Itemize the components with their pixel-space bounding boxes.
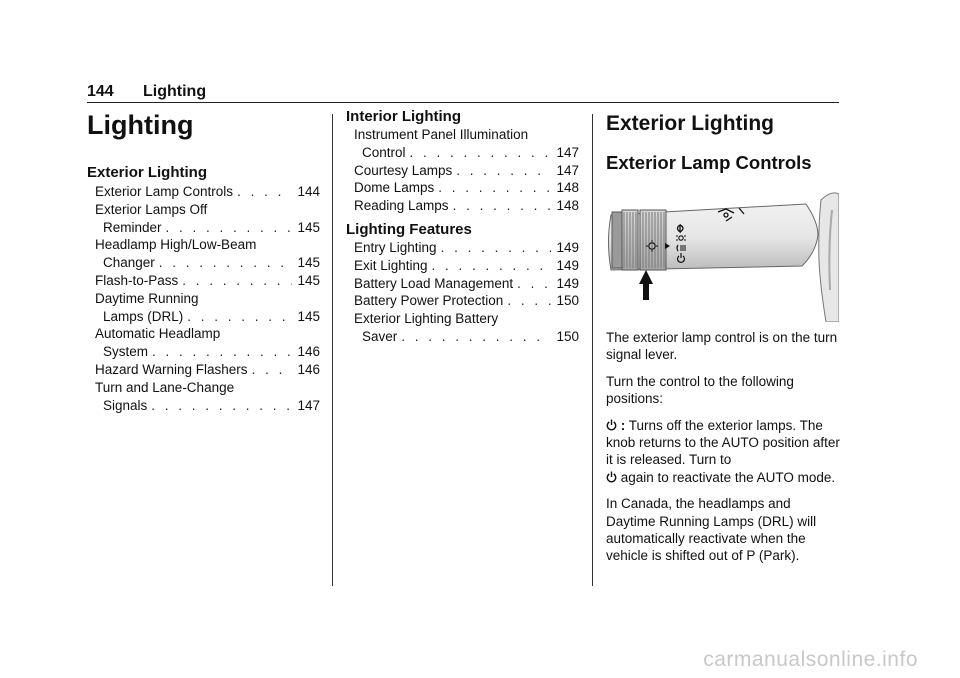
toc-entry-text: Instrument Panel Illumination — [354, 127, 529, 142]
toc-entry-text: Exterior Lamp Controls — [95, 184, 234, 199]
toc-entry-text: Battery Power Protection — [354, 293, 504, 309]
toc-entry-row — [354, 197, 579, 215]
up-arrow-icon — [639, 270, 653, 300]
toc-entry-text: Reminder — [103, 219, 162, 235]
toc-entry-text: Lamps (DRL) — [103, 308, 184, 324]
off-description: Turns off the exterior lamps. The knob returns to the AUTO position after it is released. Turn to — [606, 417, 840, 468]
toc-entry-instrument-panel-illumination-control[interactable] — [346, 126, 579, 162]
toc-left-list — [87, 183, 320, 414]
toc-entry-dome-lamps[interactable] — [346, 179, 579, 197]
toc-entry-row — [87, 397, 320, 415]
toc-page-number: 149 — [556, 257, 579, 273]
content-body — [606, 329, 840, 565]
toc-section-exterior-lighting: Exterior Lighting — [87, 164, 207, 181]
toc-entry-row — [354, 239, 579, 257]
toc-entry-exterior-lamp-controls[interactable] — [87, 183, 320, 201]
toc-page-number: 145 — [297, 308, 320, 324]
toc-entry-row — [354, 275, 579, 293]
toc-entry-battery-load-management[interactable] — [346, 275, 579, 293]
toc-page-number: 149 — [556, 275, 579, 291]
toc-left-column — [87, 108, 320, 414]
toc-entry-row — [95, 361, 320, 379]
toc-entry-text: Flash-to-Pass — [95, 272, 179, 288]
toc-section-lighting-features: Lighting Features — [346, 220, 472, 238]
dot-leader — [517, 275, 551, 293]
paragraph-canada-drl: In Canada, the headlamps and Daytime Running Lamps (DRL) will automatically reactivate when the vehicle is shifted out of P (Park). — [606, 496, 817, 564]
paragraph-turn-control: Turn the control to the following positions: — [606, 373, 794, 407]
lever-knob-right — [640, 210, 666, 270]
toc-entry-battery-power-protection[interactable] — [346, 292, 579, 310]
toc-entry-text: Control — [362, 144, 406, 160]
content-column — [606, 108, 839, 176]
toc-entry-row — [87, 308, 320, 326]
toc-entry-headlamp-high-low-beam-changer[interactable] — [87, 236, 320, 272]
toc-entry-row — [346, 328, 579, 346]
toc-page-number: 147 — [556, 144, 579, 160]
dot-leader — [456, 162, 551, 180]
toc-entry-text: System — [103, 344, 149, 360]
toc-section-interior-lighting: Interior Lighting — [346, 108, 461, 125]
toc-entry-hazard-warning-flashers[interactable] — [87, 361, 320, 379]
paragraph-off-position — [606, 417, 840, 487]
toc-entry-courtesy-lamps[interactable] — [346, 162, 579, 180]
toc-entry-text: Reading Lamps — [354, 198, 449, 214]
dot-leader — [401, 328, 551, 346]
toc-entry-text: Headlamp High/Low-Beam — [95, 237, 257, 253]
dot-leader — [252, 361, 293, 379]
toc-entry-text: Exterior Lamps Off — [95, 201, 208, 217]
toc-entry-row — [354, 162, 579, 180]
toc-entry-text: Battery Load Management — [354, 275, 514, 291]
dot-leader — [166, 219, 293, 237]
toc-page-number: 150 — [556, 293, 579, 309]
paragraph-lever-location: The exterior lamp control is on the turn signal lever. — [606, 330, 838, 363]
toc-page-number: 144 — [297, 184, 320, 199]
toc-entry-daytime-running-lamps-drl[interactable] — [87, 290, 320, 326]
toc-entry-row — [95, 272, 320, 290]
section-title: Exterior Lighting — [606, 112, 774, 135]
toc-entry-text: Courtesy Lamps — [354, 162, 453, 178]
toc-middle-column — [346, 108, 579, 346]
toc-entry-flash-to-pass[interactable] — [87, 272, 320, 290]
column-divider-right — [592, 114, 593, 586]
toc-page-number: 150 — [556, 328, 579, 344]
dot-leader — [410, 144, 552, 162]
toc-entry-row — [354, 179, 579, 197]
toc-entry-text: Entry Lighting — [354, 239, 437, 255]
toc-page-number: 145 — [297, 272, 320, 288]
toc-entry-exterior-lamps-off-reminder[interactable] — [87, 201, 320, 237]
lever-end-cap — [612, 212, 622, 268]
header-rule — [87, 102, 839, 103]
subsection-title: Exterior Lamp Controls — [606, 152, 812, 173]
toc-page-number: 148 — [556, 198, 579, 214]
toc-entry-row — [87, 254, 320, 272]
column-divider-left — [332, 114, 333, 586]
toc-entry-text: Saver — [362, 328, 398, 344]
toc-page-number: 148 — [556, 180, 579, 196]
dot-leader — [432, 257, 552, 275]
lamp-control-lever-figure — [606, 190, 839, 322]
toc-page-number: 147 — [297, 397, 320, 413]
dot-leader — [237, 183, 292, 201]
item-separator: : — [620, 417, 626, 433]
dot-leader — [159, 254, 293, 272]
toc-entry-text: Turn and Lane-Change — [95, 379, 235, 395]
toc-entry-text: Changer — [103, 255, 155, 271]
toc-page-number: 145 — [297, 219, 320, 235]
toc-entry-row — [87, 219, 320, 237]
dot-leader — [187, 308, 292, 326]
toc-entry-turn-and-lane-change-signals[interactable] — [87, 379, 320, 415]
toc-entry-text: Hazard Warning Flashers — [95, 361, 248, 377]
toc-entry-text: Daytime Running — [95, 290, 199, 306]
turn-signal-lever-illustration — [606, 190, 839, 322]
toc-entry-exit-lighting[interactable] — [346, 257, 579, 275]
dot-leader — [453, 197, 552, 215]
toc-entry-row — [87, 343, 320, 361]
toc-entry-row — [354, 257, 579, 275]
toc-entry-text: Exterior Lighting Battery — [354, 311, 499, 327]
dot-leader — [441, 239, 552, 257]
toc-entry-row — [354, 292, 579, 310]
site-watermark: carmanualsonline.info — [703, 648, 918, 671]
toc-entry-exterior-lighting-battery-saver[interactable] — [346, 310, 579, 346]
toc-entry-text: Dome Lamps — [354, 180, 435, 196]
toc-page-number: 149 — [556, 239, 579, 255]
page-number: 144 — [87, 83, 114, 100]
reactivate-description: again to reactivate the AUTO mode. — [617, 469, 836, 485]
toc-entry-row — [346, 144, 579, 162]
toc-entry-text: Signals — [103, 397, 148, 413]
toc-entry-text: Automatic Headlamp — [95, 326, 221, 342]
toc-entry-automatic-headlamp-system[interactable] — [87, 325, 320, 361]
toc-entry-row — [95, 183, 320, 201]
power-icon — [606, 419, 617, 432]
toc-entry-text: Exit Lighting — [354, 257, 428, 273]
dot-leader — [151, 397, 292, 415]
toc-entry-entry-lighting[interactable] — [346, 239, 579, 257]
toc-page-number: 145 — [297, 255, 320, 271]
toc-list — [346, 239, 579, 346]
dot-leader — [507, 292, 551, 310]
toc-page-number: 147 — [556, 162, 579, 178]
toc-page-number: 146 — [297, 344, 320, 360]
page-header — [87, 82, 839, 102]
dot-leader — [438, 179, 551, 197]
dot-leader — [152, 343, 292, 361]
toc-list — [346, 126, 579, 215]
chapter-title: Lighting — [87, 110, 194, 140]
running-title: Lighting — [143, 83, 207, 100]
toc-entry-reading-lamps[interactable] — [346, 197, 579, 215]
dot-leader — [182, 272, 292, 290]
toc-page-number: 146 — [297, 361, 320, 377]
power-icon — [606, 471, 617, 484]
